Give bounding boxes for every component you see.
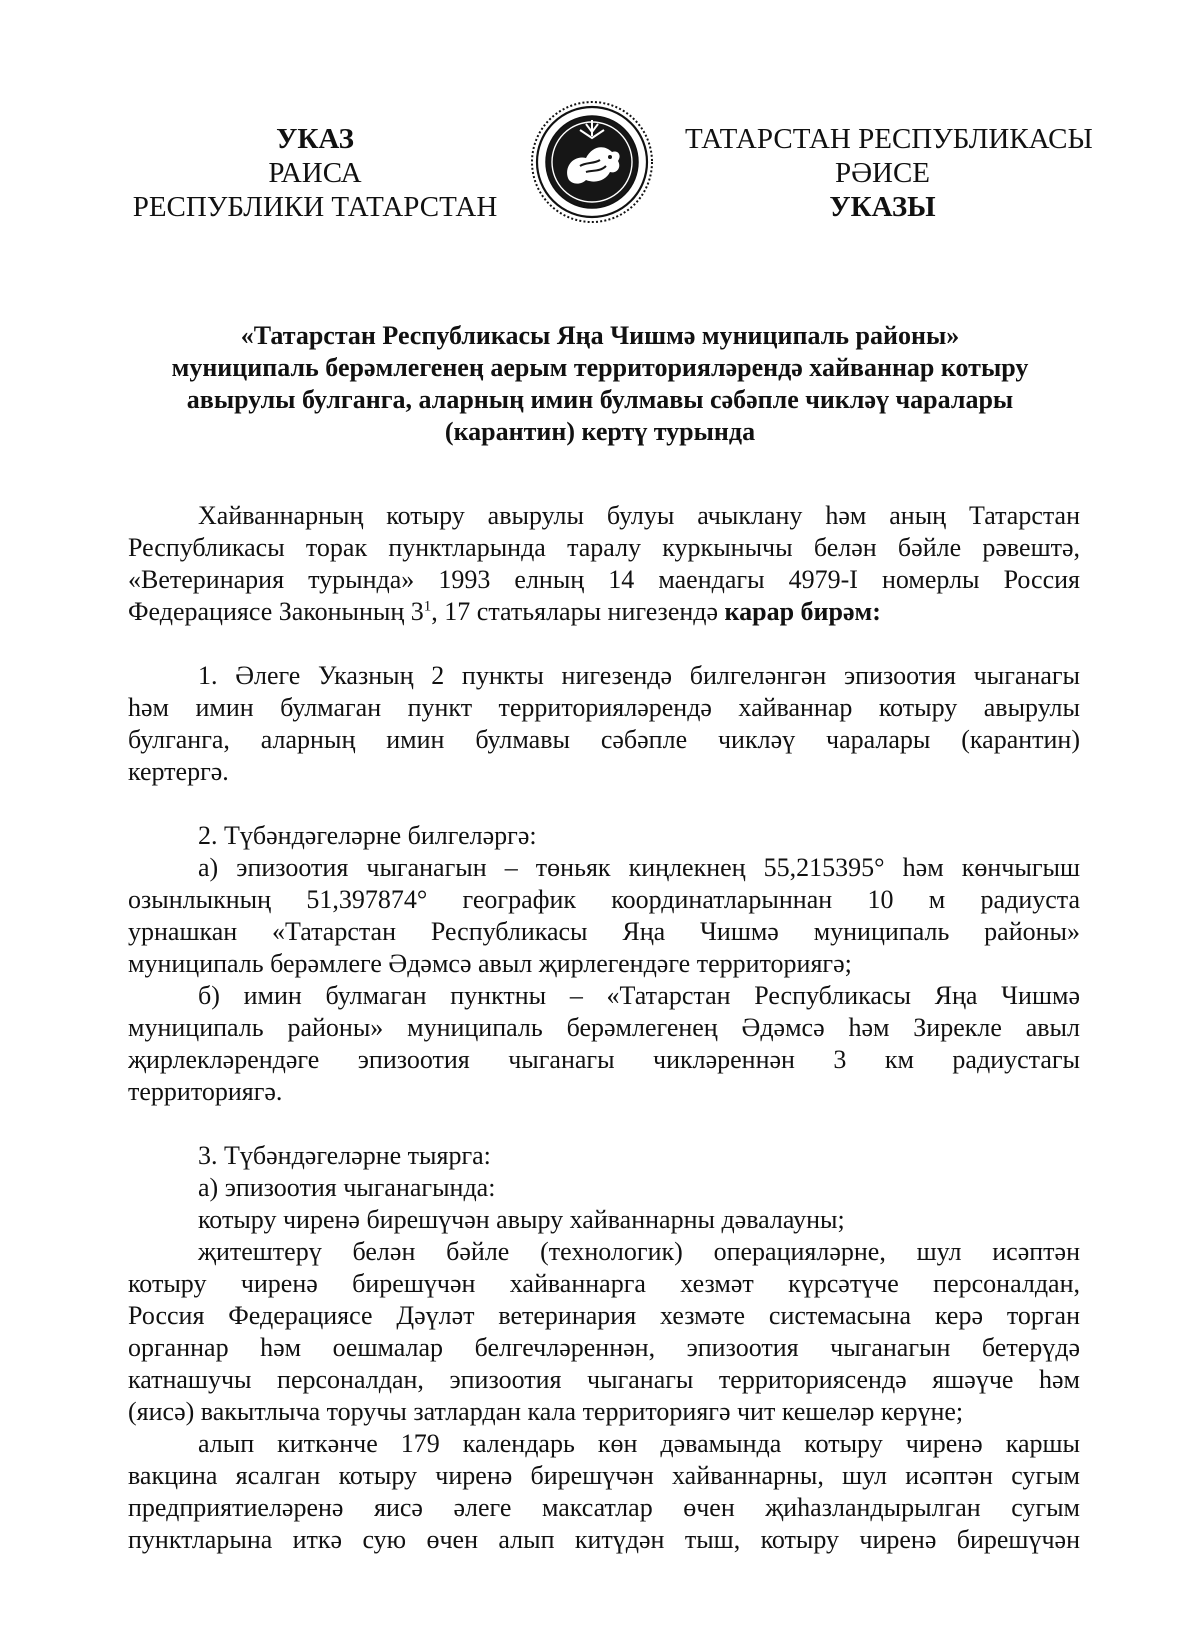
header-right-block xyxy=(685,122,1093,224)
decree-title xyxy=(120,320,1080,448)
header-right-title: УКАЗЫ xyxy=(829,191,936,223)
spacer xyxy=(128,1108,1080,1140)
clause2b-line-4: территориягә. xyxy=(128,1077,283,1106)
clause3-item-access-line-5: катнашучы персоналдан, эпизоотия чыганагы территориясендә яшәүче һәм xyxy=(128,1365,1080,1394)
clause1-line-2: һәм имин булмаган пункт территорияләрендә хайваннар котыру авырулы xyxy=(128,693,1080,722)
clause3-item-export-line-4: пунктларына иткә сую өчен алып китүдән тыш, котыру чиренә бирешүчән xyxy=(128,1525,1080,1554)
preamble-superscript: 1 xyxy=(423,598,432,615)
preamble-line-3: «Ветеринария турында» 1993 елның 14 маендагы 4979-I номерлы Россия xyxy=(128,565,1080,594)
header-left-block xyxy=(130,122,500,224)
clause2-heading: 2. Түбәндәгеләрне билгеләргә: xyxy=(198,821,537,850)
clause2a-line-2: озынлыкның 51,397874° географик координатларыннан 10 м радиуста xyxy=(128,885,1080,914)
spacer xyxy=(128,628,1080,660)
tatarstan-emblem-icon xyxy=(530,100,654,224)
header-right-line1: ТАТАРСТАН РЕСПУБЛИКАСЫ xyxy=(685,123,1093,155)
spacer xyxy=(128,788,1080,820)
clause2b-line-1: б) имин булмаган пунктны – «Татарстан Республикасы Яңа Чишмә xyxy=(198,981,1080,1010)
preamble-line-2: Республикасы торак пунктларында таралу куркынычы белән бәйле рәвештә, xyxy=(128,533,1080,562)
clause3-item-export-line-2: вакцина ясалган котыру чиренә бирешүчән хайваннарны, шул исәптән сугым xyxy=(128,1461,1080,1490)
clause1-line-4: кертергә. xyxy=(128,757,229,786)
clause3a-heading: а) эпизоотия чыганагында: xyxy=(198,1173,496,1202)
preamble-resolution: карар бирәм: xyxy=(724,597,881,626)
clause3-item-export-line-3: предприятиеләренә яисә әлеге максатлар өчен җиһазландырылган сугым xyxy=(128,1493,1080,1522)
clause2b-line-2: муниципаль районы» муниципаль берәмлегенең Әдәмсә һәм Зирекле авыл xyxy=(128,1013,1080,1042)
clause2a-line-3: урнашкан «Татарстан Республикасы Яңа Чишмә муниципаль районы» xyxy=(128,917,1080,946)
clause2b-line-3: җирлекләрендәге эпизоотия чыганагы чикләреннән 3 км радиустагы xyxy=(128,1045,1080,1074)
clause1-line-3: булганга, аларның имин булмавы сәбәпле чикләү чаралары (карантин) xyxy=(128,725,1080,754)
clause3-item-access-line-1: җитештерү белән бәйле (технологик) операцияләрне, шул исәптән xyxy=(198,1237,1080,1266)
clause2a-line-4: муниципаль берәмлеге Әдәмсә авыл җирлегендәге территориягә; xyxy=(128,949,852,978)
header-right-line2: РӘИСЕ xyxy=(834,157,931,189)
clause3-item-access-line-4: органнар һәм оешмалар белгечләреннән, эпизоотия чыганагын бетерүдә xyxy=(128,1333,1080,1362)
title-line-2: муниципаль берәмлегенең аерым территорияләрендә хайваннар котыру xyxy=(171,353,1029,382)
preamble-line-1: Хайваннарның котыру авырулы булуы ачыклану һәм аның Татарстан xyxy=(198,501,1080,530)
header-left-line3: РЕСПУБЛИКИ ТАТАРСТАН xyxy=(132,191,498,223)
clause3-item-access-line-3: Россия Федерациясе Дәүләт ветеринария хезмәте системасына керә торган xyxy=(128,1301,1080,1330)
emblem-text: ТАТАРСТАН xyxy=(573,199,611,211)
clause3-heading: 3. Түбәндәгеләрне тыярга: xyxy=(198,1141,491,1170)
clause3-item-access-line-2: котыру чиренә бирешүчән хайваннарга хезмәт күрсәтүче персоналдан, xyxy=(128,1269,1080,1298)
title-line-1: «Татарстан Республикасы Яңа Чишмә муниципаль районы» xyxy=(240,321,960,350)
header-left-line2: РАИСА xyxy=(268,157,362,189)
clause3-item-export-line-1: алып киткәнче 179 календарь көн дәвамында котыру чиренә каршы xyxy=(198,1429,1080,1458)
header-left-title: УКАЗ xyxy=(276,123,354,155)
title-line-3: авырулы булганга, аларның имин булмавы сәбәпле чикләү чаралары xyxy=(186,385,1014,414)
clause1-line-1: 1. Әлеге Указның 2 пункты нигезендә билгеләнгән эпизоотия чыганагы xyxy=(198,661,1080,690)
clause3-item-access-line-6: (яисә) вакытлыча торучы затлардан кала территориягә чит кешеләр керүне; xyxy=(128,1397,964,1426)
clause2a-line-1: а) эпизоотия чыганагын – төньяк киңлекнең 55,215395° һәм көнчыгыш xyxy=(198,853,1080,882)
preamble-line-4 xyxy=(128,596,1080,628)
preamble-law-ref: Федерациясе Законының 3 xyxy=(128,597,424,626)
clause3-item-treatment: котыру чиренә бирешүчән авыру хайваннарны дәвалауны; xyxy=(198,1205,845,1234)
decree-body xyxy=(128,500,1080,1556)
preamble-articles: , 17 статьялары нигезендә xyxy=(431,597,725,626)
title-line-4: (карантин) кертү турында xyxy=(444,417,756,446)
